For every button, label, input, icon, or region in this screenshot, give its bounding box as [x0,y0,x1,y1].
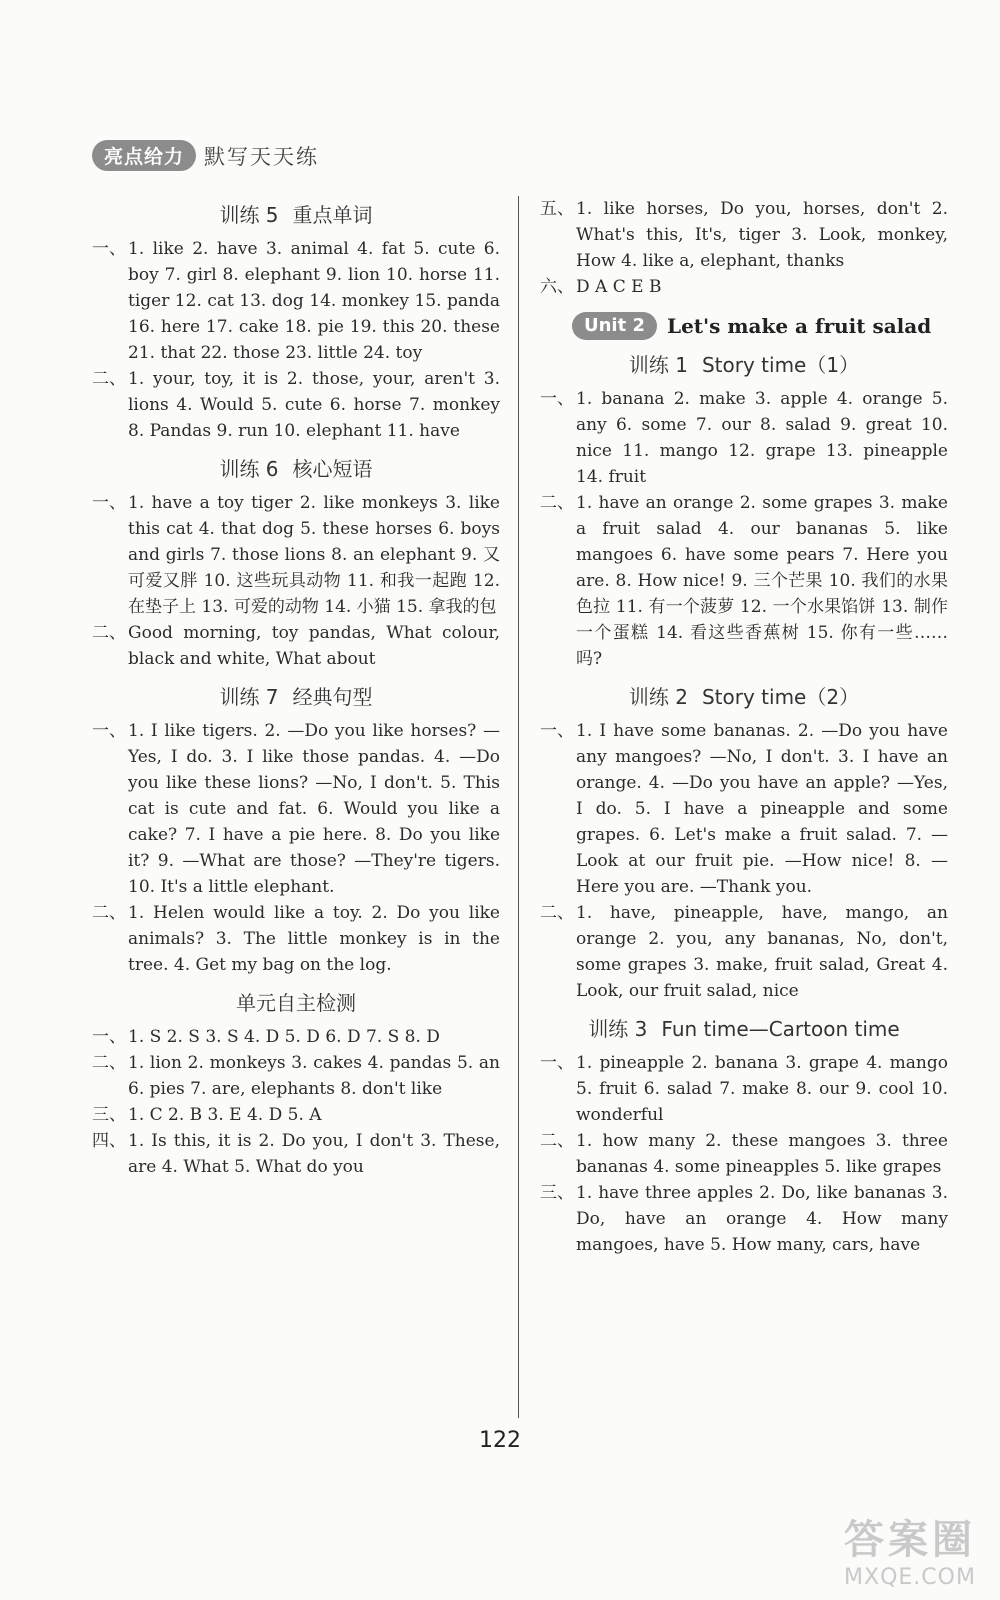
section-title-lesson-1 [540,352,948,378]
question-marker: 一、 [540,1053,574,1073]
section-title-lesson-3 [540,1016,948,1042]
answer-text: 1. I like tigers. 2. —Do you like horses? —Yes, I do. 3. I like those pandas. 4. —Do you like these lions? —No, I don't. 5. This cat is cute and fat. 6. Would you like a cake? 7. I have a pie here. 8. Do you like it? 9. —What are those? —They're tigers. 10. It's a little elephant. [128,721,500,897]
question-marker: 六、 [540,277,574,297]
answer-block [92,620,500,672]
right-column [540,196,948,1258]
answer-block [92,490,500,620]
answer-text: D A C E B [576,277,662,297]
page-header [92,140,319,171]
question-marker: 五、 [540,199,574,219]
answer-text: 1. have three apples 2. Do, like bananas 3. Do, have an orange 4. How many mangoes, have 5. How many, cars, have [576,1183,948,1255]
answer-block [92,1050,500,1102]
answer-text: 1. S 2. S 3. S 4. D 5. D 6. D 7. S 8. D [128,1027,440,1047]
section-name: Fun time—Cartoon time [661,1017,900,1041]
question-marker: 一、 [92,493,126,513]
question-marker: 一、 [92,721,126,741]
question-marker: 三、 [540,1183,574,1203]
question-marker: 四、 [92,1131,126,1151]
answer-block [92,236,500,366]
section-name: 经典句型 [292,685,373,709]
answer-block [92,1024,500,1050]
question-marker: 二、 [540,903,574,923]
answer-block [540,900,948,1004]
watermark-logo-text: 答案圈 [844,1517,976,1563]
answer-block [540,490,948,672]
answer-text: 1. how many 2. these mangoes 3. three bananas 4. some pineapples 5. like grapes [576,1131,948,1177]
answer-text: 1. have a toy tiger 2. like monkeys 3. like this cat 4. that dog 5. these horses 6. boys and girls 7. those lions 8. an elephant 9. 又可爱又胖 10. 这些玩具动物 11. 和我一起跑 12. 在垫子上 13. 可爱的动物 14. 小猫 15. 拿我的包 [128,493,500,617]
section-title-lesson-7 [92,684,500,710]
answer-text: 1. banana 2. make 3. apple 4. orange 5. any 6. some 7. our 8. salad 9. great 10. nice 11. mango 12. grape 13. pineapple 14. fruit [576,389,948,487]
section-name: 核心短语 [292,457,373,481]
section-name: Story time（2） [701,685,860,709]
answer-text: Good morning, toy pandas, What colour, black and white, What about [128,623,500,669]
unit-badge: Unit 2 [572,312,657,340]
answer-block [540,718,948,900]
answer-block [92,366,500,444]
section-label: 训练 7 [219,685,279,709]
answer-text: 1. lion 2. monkeys 3. cakes 4. pandas 5. an 6. pies 7. are, elephants 8. don't like [128,1053,500,1099]
section-label: 训练 6 [219,457,279,481]
watermark-url: MXQE.COM [844,1565,976,1590]
question-marker: 三、 [92,1105,126,1125]
brand-badge: 亮点给力 [92,140,196,171]
question-marker: 二、 [540,493,574,513]
answer-text: 1. C 2. B 3. E 4. D 5. A [128,1105,322,1125]
question-marker: 二、 [92,369,126,389]
question-marker: 二、 [92,903,126,923]
answer-block [540,1050,948,1128]
column-divider [518,196,519,1418]
section-label: 训练 5 [219,203,279,227]
answer-text: 1. Is this, it is 2. Do you, I don't 3. These, are 4. What 5. What do you [128,1131,500,1177]
section-title-lesson-5 [92,202,500,228]
answer-block [540,274,948,300]
section-title-lesson-6 [92,456,500,482]
unit-title: Let's make a fruit salad [667,314,932,338]
answer-text: 1. your, toy, it is 2. those, your, aren't 3. lions 4. Would 5. cute 6. horse 7. monkey 8. Pandas 9. run 10. elephant 11. have [128,369,500,441]
question-marker: 二、 [92,1053,126,1073]
answer-block [540,1180,948,1258]
section-label: 训练 2 [628,685,688,709]
question-marker: 一、 [92,1027,126,1047]
answer-text: 1. pineapple 2. banana 3. grape 4. mango 5. fruit 6. salad 7. make 8. our 9. cool 10. wonderful [576,1053,948,1125]
answer-block [540,1128,948,1180]
answer-block [92,900,500,978]
section-name: 单元自主检测 [236,991,356,1015]
answer-block [92,1102,500,1128]
section-label: 训练 3 [588,1017,648,1041]
question-marker: 二、 [92,623,126,643]
section-name: 重点单词 [292,203,373,227]
section-title-lesson-2 [540,684,948,710]
question-marker: 一、 [92,239,126,259]
answer-text: 1. like 2. have 3. animal 4. fat 5. cute 6. boy 7. girl 8. elephant 9. lion 10. horse 11. tiger 12. cat 13. dog 14. monkey 15. panda 16. here 17. cake 18. pie 19. this 20. these 21. that 22. those 23. little 24. toy [128,239,500,363]
answer-text: 1. Helen would like a toy. 2. Do you like animals? 3. The little monkey is in the tree. 4. Get my bag on the log. [128,903,500,975]
answer-block [540,196,948,274]
unit-heading [540,312,948,340]
question-marker: 一、 [540,389,574,409]
question-marker: 二、 [540,1131,574,1151]
answer-block [92,1128,500,1180]
section-name: Story time（1） [701,353,860,377]
answer-block [540,386,948,490]
brand-subtitle: 默写天天练 [204,144,320,169]
answer-block [92,718,500,900]
answer-text: 1. I have some bananas. 2. —Do you have any mangoes? —No, I don't. 3. I have an orange. 4. —Do you have an apple? —Yes, I do. 5. I have a pineapple and some grapes. 6. Let's make a fruit salad. 7. —Look at our fruit pie. —How nice! 8. —Here you are. —Thank you. [576,721,948,897]
left-column [92,196,500,1180]
section-title-unit-test [92,990,500,1016]
section-label: 训练 1 [628,353,688,377]
answer-text: 1. have, pineapple, have, mango, an orange 2. you, any bananas, No, don't, some grapes 3. make, fruit salad, Great 4. Look, our fruit salad, nice [576,903,948,1001]
answer-text: 1. like horses, Do you, horses, don't 2. What's this, It's, tiger 3. Look, monkey, How 4. like a, elephant, thanks [576,199,948,271]
site-watermark [844,1508,976,1590]
page-number: 122 [479,1428,521,1453]
answer-text: 1. have an orange 2. some grapes 3. make a fruit salad 4. our bananas 5. like mangoes 6. have some pears 7. Here you are. 8. How nice! 9. 三个芒果 10. 我们的水果色拉 11. 有一个菠萝 12. 一个水果馅饼 13. 制作一个蛋糕 14. 看这些香蕉树 15. 你有一些……吗? [576,493,948,669]
question-marker: 一、 [540,721,574,741]
